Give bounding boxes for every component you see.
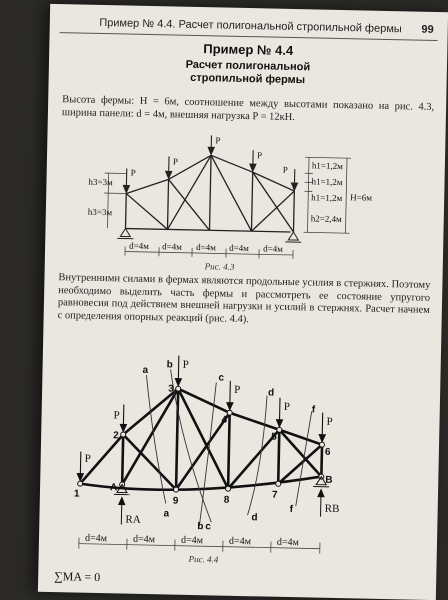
node-label: B: [325, 474, 333, 486]
panel-label: d=4м: [132, 533, 156, 546]
node-label: 1: [73, 488, 80, 500]
section-label: f: [289, 504, 294, 516]
running-header: [60, 16, 438, 41]
section-label: b: [197, 521, 204, 533]
example-title: Пример № 4.4: [203, 41, 294, 58]
load-label: P: [326, 415, 333, 428]
node-label: 5: [271, 431, 277, 443]
panel-label: d=4м: [229, 242, 250, 254]
subtitle-line-1: Расчет полигональной: [185, 58, 311, 74]
height-label: h2=2,4м: [310, 213, 342, 225]
load-label: P: [182, 358, 189, 371]
section-label: d: [251, 512, 258, 524]
figure-4-4: [38, 351, 440, 574]
running-title: Пример № 4.4. Расчет полигональной стропильной фермы: [99, 16, 402, 36]
book-page: [38, 4, 448, 600]
section-label: a: [163, 508, 170, 520]
load-label: P: [256, 150, 263, 161]
node-label: 9: [172, 495, 179, 507]
section-label: d: [267, 387, 275, 399]
panel-label: d=4м: [263, 243, 284, 254]
paragraph-intro: Высота фермы: H = 6м, соотношение между высотами показано на рис. 4.3, ширина панели: d = 4м, внешняя нагрузка P = 12кН.: [61, 94, 435, 123]
reaction-label: RB: [324, 502, 340, 516]
panel-label: d=4м: [196, 242, 217, 253]
total-height-label: H=6м: [350, 192, 373, 203]
panel-label: d=4м: [276, 536, 300, 549]
load-label: P: [84, 452, 91, 465]
section-label: f: [311, 404, 316, 416]
node-label: 6: [324, 446, 331, 458]
load-label: P: [215, 135, 221, 146]
panel-label: d=4м: [162, 241, 183, 252]
load-label: P: [172, 156, 179, 167]
height-label: h3=3м: [88, 176, 113, 188]
section-label: c: [218, 372, 225, 384]
figure-caption: Рис. 4.4: [188, 553, 219, 565]
paragraph-forces: Внутренними силами в фермах являются продольные усилия в стержнях. Поэтому необходимо выделить часть фермы и рассмотреть ее состояние упругого равновесия под действием внешней нагрузки и усилий в стержнях. Расчет начнем с определения опорных реакций (рис. 4.4).: [57, 272, 431, 325]
load-label: P: [234, 383, 241, 396]
height-label: h1=1,2м: [311, 176, 343, 188]
node-label: 7: [271, 489, 278, 501]
load-label: P: [283, 400, 291, 414]
panel-label: d=4м: [84, 532, 108, 545]
panel-label: d=4м: [228, 535, 252, 548]
section-label: a: [142, 364, 149, 377]
page-number: 99: [421, 23, 434, 36]
subtitle-line-2: стропильной фермы: [190, 71, 306, 87]
load-label: P: [130, 167, 136, 178]
height-label: h1=1,2м: [311, 192, 343, 204]
panel-label: d=4м: [129, 240, 150, 252]
section-label: b: [166, 359, 173, 371]
figure-caption: Рис. 4.3: [204, 261, 235, 272]
height-label: h3=3м: [87, 206, 113, 218]
section-label: c: [205, 521, 211, 533]
node-label: A: [109, 482, 118, 494]
load-label: P: [113, 409, 120, 422]
node-label: 4: [221, 414, 228, 426]
node-label: 3: [168, 383, 174, 395]
example-subtitle: [49, 56, 447, 90]
truss-diagram: [126, 154, 296, 233]
node-label: 2: [113, 430, 119, 442]
figure-4-3: [45, 132, 446, 280]
reaction-label: RA: [125, 513, 141, 526]
moment-equation: ∑MA = 0: [54, 569, 101, 585]
load-label: P: [282, 164, 288, 175]
height-label: h1=1,2м: [311, 160, 344, 172]
panel-label: d=4м: [180, 534, 204, 547]
node-label: 8: [223, 494, 230, 506]
